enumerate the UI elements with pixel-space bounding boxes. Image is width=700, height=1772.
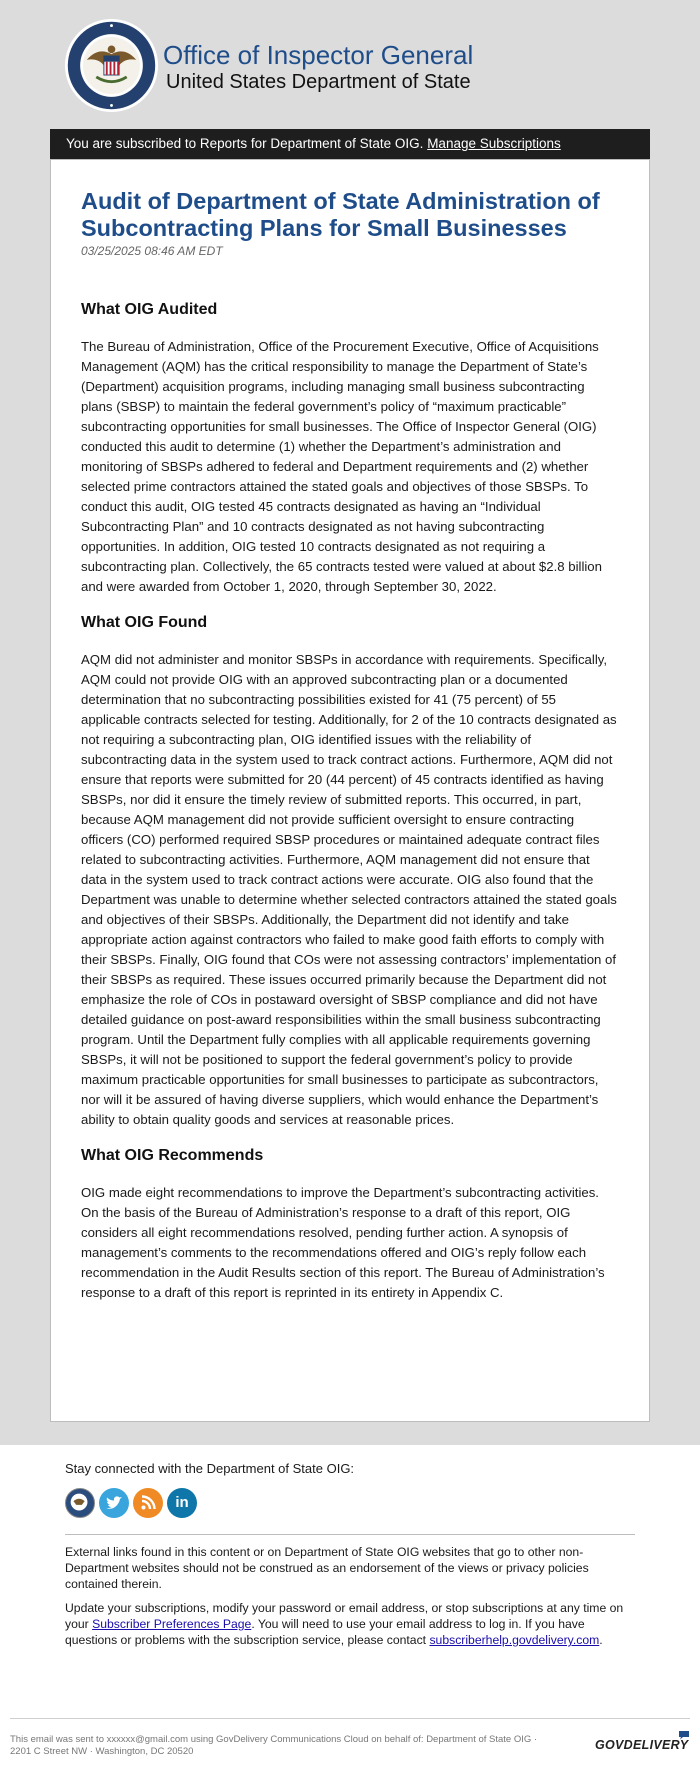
govdelivery-logo[interactable]: GOVDELIVERY: [595, 1738, 689, 1752]
footer-divider: [65, 1534, 635, 1535]
legal-line-2: 2201 C Street NW · Washington, DC 20520: [10, 1746, 194, 1757]
twitter-icon[interactable]: [99, 1488, 129, 1518]
update-pre: Update your subscriptions, modify your password or email address, or stop subscriptions at any time on your: [65, 1601, 624, 1631]
legal-footer: [10, 1734, 570, 1758]
article-card: [50, 159, 650, 1422]
section-heading-found: What OIG Found: [81, 614, 208, 631]
speech-bubble-icon: [678, 1730, 690, 1740]
legal-divider: [10, 1718, 690, 1719]
subscription-text: You are subscribed to Reports for Department of State OIG.: [66, 136, 428, 151]
brand-title: Office of Inspector General: [163, 40, 474, 70]
legal-line-1: This email was sent to xxxxxx@gmail.com using GovDelivery Communications Cloud on behalf of: Department of State OIG ·: [10, 1734, 538, 1745]
subscriber-preferences-link[interactable]: Subscriber Preferences Page: [92, 1617, 252, 1631]
oig-brand[interactable]: [64, 18, 664, 113]
section-heading-recommends: What OIG Recommends: [81, 1147, 264, 1164]
manage-subscriptions-link[interactable]: Manage Subscriptions: [427, 136, 561, 151]
article-title: Audit of Department of State Administration of Subcontracting Plans for Small Businesses: [81, 188, 600, 241]
brand-subtitle: United States Department of State: [166, 71, 471, 93]
linkedin-icon[interactable]: in: [167, 1488, 197, 1518]
rss-icon[interactable]: [133, 1488, 163, 1518]
update-mid: . You will need to use your email address to log in. If you have questions or problems with the subscription service, please contact: [65, 1617, 585, 1647]
section-body-found: AQM did not administer and monitor SBSPs in accordance with requirements. Specifically, AQM could not provide OIG with an approved subcontracting plan or a documented determination that no subcontracting possibilities existed for 41 (75 percent) of 55 applicable contracts selected for testing. Additionally, for 2 of the 10 contracts designated as not requiring a subcontracting plan, OIG identified issues with the reliability of subcontracting data in the system used to track contract actions. Furthermore, AQM did not ensure that reports were submitted for 20 (44 percent) of 45 contracts identified as having SBSPs, nor did it ensure the timely review of submitted reports. This occurred, in part, because AQM management did not provide sufficient oversight to ensure contracting officers (CO) performed required SBSP procedures or maintained adequate contract files related to subcontracting activities. Furthermore, AQM management did not ensure that data in the system used to track contract actions were accurate. OIG also found that the Department was unable to determine whether selected contractors attained the stated goals and objectives of their SBSPs. Additionally, the Department did not identify and take appropriate action against contractors who failed to make good faith efforts to comply with their SBSPs. Finally, OIG found that COs were not assessing contractors’ implementation of their SBSPs as required. These issues occurred primarily because the Department did not emphasize the role of COs in postaward oversight of SBSP compliance and did not have detailed guidance on post-award responsibilities within the small business subcontracting program. Until the Department fully complies with all applicable requirements governing SBSPs, it will not be positioned to support the federal government’s policy to provide maximum practicable opportunities for small businesses to participate as subcontractors, nor will it be assured of having diverse suppliers, which would enhance the Department’s ability to obtain quality goods and services at reasonable prices.: [81, 652, 617, 1127]
article-date: 03/25/2025 08:46 AM EDT: [81, 244, 223, 258]
state-department-seal-icon: [64, 18, 159, 113]
subscription-bar: [50, 129, 650, 159]
external-links-notice: External links found in this content or on Department of State OIG websites that go to other non-Department websites should not be construed as an endorsement of the views or privacy policies contained therein.: [65, 1545, 589, 1591]
section-body-audited: The Bureau of Administration, Office of the Procurement Executive, Office of Acquisitions Management (AQM) has the critical responsibility to manage the Department of State’s (Department) acquisition programs, including managing small business subcontracting plans (SBSP) to maintain the federal government’s policy of “maximum practicable” subcontracting opportunities for small businesses. The Office of Inspector General (OIG) conducted this audit to determine (1) whether the Department’s administration and monitoring of SBSPs adhered to federal and Department requirements and (2) whether selected prime contractors attained the stated goals and objectives of those SBSPs. To conduct this audit, OIG tested 45 contracts designated as having an “Individual Subcontracting Plan” and 10 contracts designated as not having subcontracting opportunities. In addition, OIG tested 10 contracts designated as not requiring a subcontracting plan. Collectively, the 65 contracts tested were valued at about $2.8 billion and were awarded from October 1, 2020, through September 30, 2022.: [81, 339, 602, 594]
update-subscriptions-text: [65, 1600, 635, 1648]
update-end: .: [599, 1633, 603, 1647]
subscriber-help-link[interactable]: subscriberhelp.govdelivery.com: [429, 1633, 600, 1647]
section-body-recommends: OIG made eight recommendations to improve the Department’s subcontracting activities. On the basis of the Bureau of Administration’s response to a draft of this report, OIG considers all eight recommendations resolved, pending further action. A synopsis of management’s comments to the recommendations offered and OIG’s reply follow each recommendation in the Audit Results section of this report. The Bureau of Administration’s response to a draft of this report is reprinted in its entirety in Appendix C.: [81, 1185, 605, 1300]
stay-connected-label: Stay connected with the Department of State OIG:: [65, 1461, 355, 1476]
state-seal-icon[interactable]: [65, 1488, 95, 1518]
section-heading-audited: What OIG Audited: [81, 301, 218, 318]
